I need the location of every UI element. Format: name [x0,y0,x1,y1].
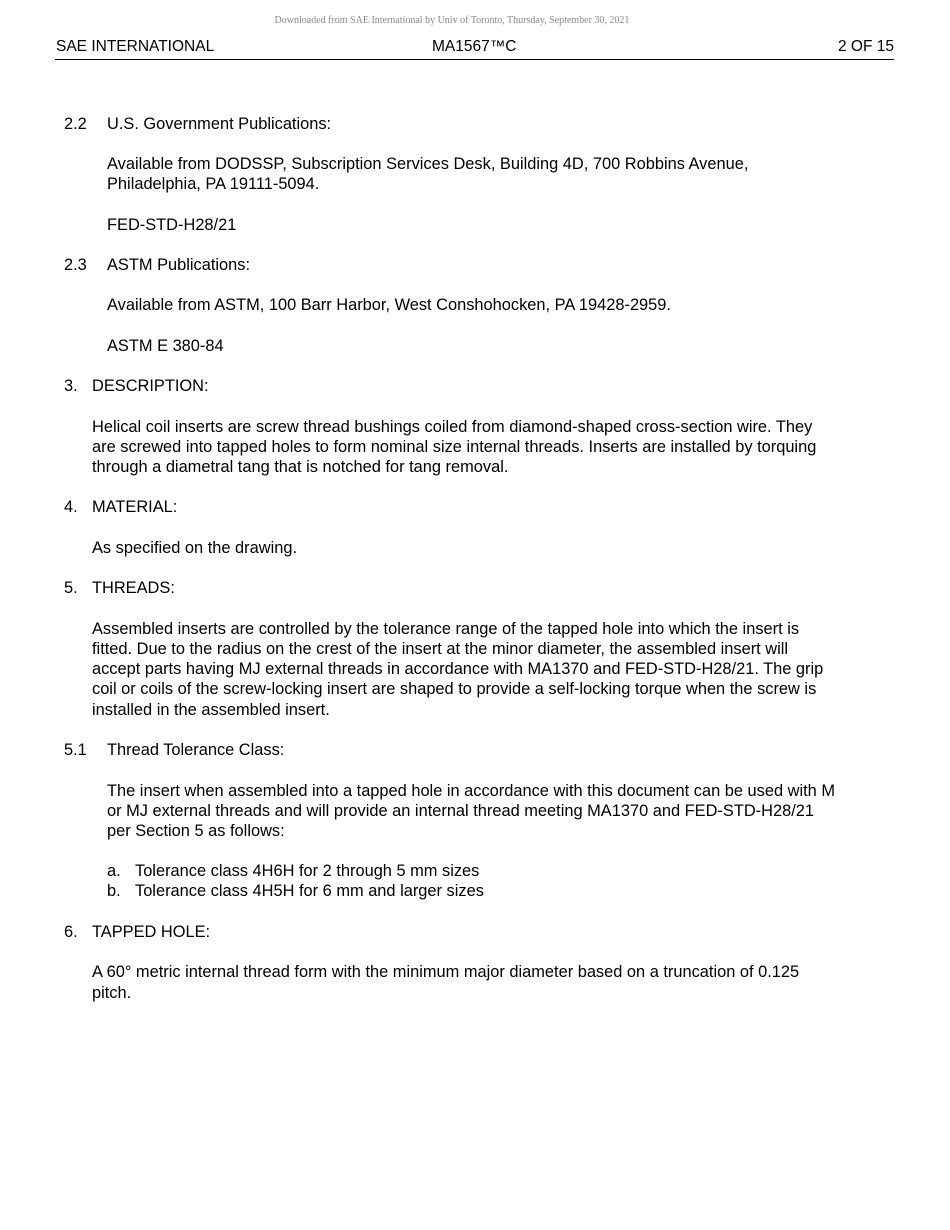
list-item-marker: a. [107,862,121,880]
section-6-line: pitch. [92,984,132,1002]
section-3-title: DESCRIPTION: [92,377,209,395]
section-2-2-title: U.S. Government Publications: [107,115,332,133]
section-2-3-number: 2.3 [64,256,87,274]
section-3-line: Helical coil inserts are screw thread bushings coiled from diamond-shaped cross-section wire. They [92,418,813,436]
section-5-1-line: The insert when assembled into a tapped hole in accordance with this document can be used with M [107,782,835,800]
list-item: Tolerance class 4H5H for 6 mm and larger sizes [135,882,484,900]
section-2-3-title: ASTM Publications: [107,256,251,274]
list-item: Tolerance class 4H6H for 2 through 5 mm sizes [135,862,480,880]
section-4-line: As specified on the drawing. [92,539,298,557]
header-page-number: 2 OF 15 [838,38,894,55]
section-5-line: accept parts having MJ external threads in accordance with MA1370 and FED-STD-H28/21. The grip [92,660,824,678]
section-5-1-line: or MJ external threads and will provide an internal thread meeting MA1370 and FED-STD-H28/21 [107,802,814,820]
section-6-title: TAPPED HOLE: [92,923,211,941]
section-4-title: MATERIAL: [92,498,178,516]
section-5-1-line: per Section 5 as follows: [107,822,285,840]
section-4-number: 4. [64,498,78,516]
section-5-line: fitted. Due to the radius on the crest of the insert at the minor diameter, the assembled insert will [92,640,789,658]
section-5-title: THREADS: [92,579,175,597]
section-2-2-reference: FED-STD-H28/21 [107,216,237,234]
list-item-marker: b. [107,882,121,900]
section-5-line: installed in the assembled insert. [92,701,330,719]
section-5-number: 5. [64,579,78,597]
section-3-number: 3. [64,377,78,395]
section-5-line: Assembled inserts are controlled by the tolerance range of the tapped hole into which the insert is [92,620,800,638]
section-2-2-line: Philadelphia, PA 19111-5094. [107,175,320,193]
section-5-1-number: 5.1 [64,741,87,759]
section-6-line: A 60° metric internal thread form with the minimum major diameter based on a truncation of 0.125 [92,963,800,981]
download-watermark: Downloaded from SAE International by Univ of Toronto, Thursday, September 30, 2021 [274,15,630,26]
header-document-id: MA1567™C [432,38,517,55]
section-2-2-number: 2.2 [64,115,87,133]
section-2-3-reference: ASTM E 380-84 [107,337,224,355]
section-5-1-title: Thread Tolerance Class: [107,741,285,759]
section-3-line: are screwed into tapped holes to form nominal size internal threads. Inserts are installed by torquing [92,438,817,456]
section-6-number: 6. [64,923,78,941]
section-3-line: through a diametral tang that is notched for tang removal. [92,458,509,476]
section-2-2-line: Available from DODSSP, Subscription Services Desk, Building 4D, 700 Robbins Avenue, [107,155,749,173]
section-5-line: coil or coils of the screw-locking insert are shaped to provide a self-locking torque when the screw is [92,680,817,698]
section-2-3-line: Available from ASTM, 100 Barr Harbor, West Conshohocken, PA 19428-2959. [107,296,671,314]
header-rule [55,59,894,60]
header-organization: SAE INTERNATIONAL [56,38,215,55]
